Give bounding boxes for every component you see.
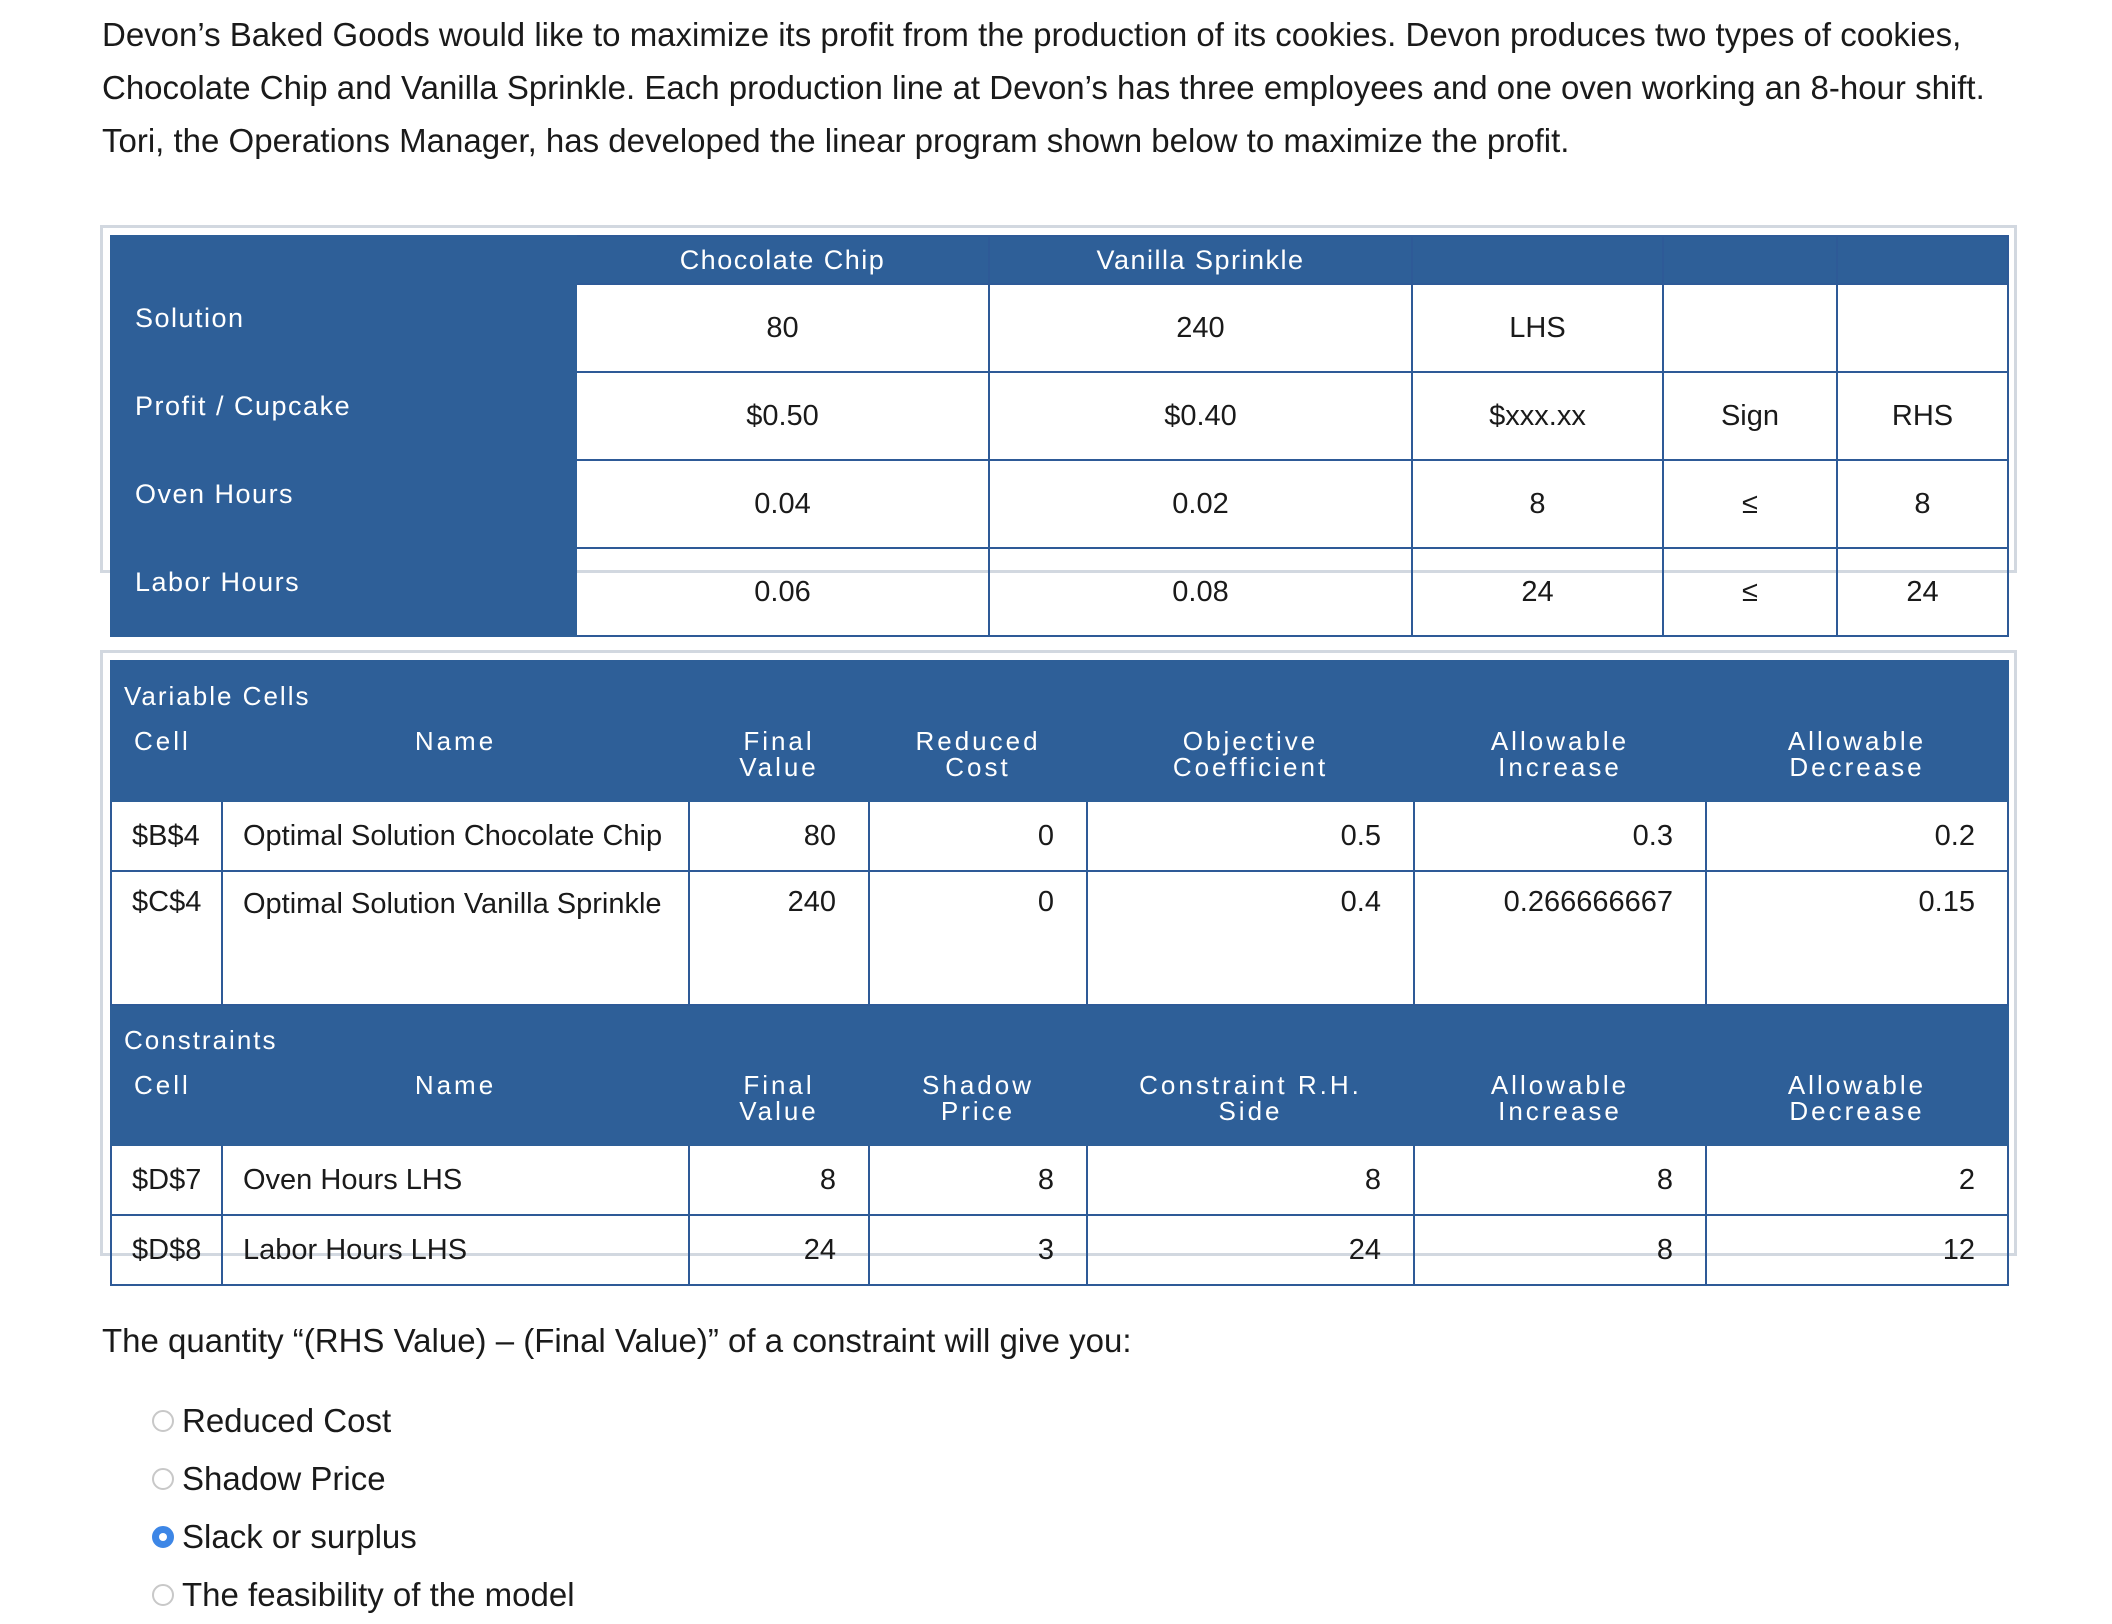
allowable-increase: 0.266666667 — [1414, 871, 1706, 1005]
cell-ref: $D$8 — [111, 1215, 222, 1285]
allowable-decrease: 2 — [1706, 1145, 2008, 1215]
col-reduced-cost: Reduced Cost — [869, 715, 1087, 801]
lp-corner — [111, 236, 576, 284]
col-allowable-decrease: Allowable Decrease — [1706, 715, 2008, 801]
lp-cell: 8 — [1412, 460, 1663, 548]
col-allowable-increase: Allowable Increase — [1414, 715, 1706, 801]
lp-header-empty — [1837, 236, 2008, 284]
radio-button[interactable] — [152, 1468, 174, 1490]
cell-ref: $B$4 — [111, 801, 222, 871]
final-value: 8 — [689, 1145, 869, 1215]
allowable-increase: 8 — [1414, 1215, 1706, 1285]
lp-cell: 0.06 — [576, 548, 989, 636]
option-label: Shadow Price — [182, 1460, 386, 1497]
lp-cell: $xxx.xx — [1412, 372, 1663, 460]
col-cell: Cell — [111, 1059, 222, 1145]
table-row — [111, 871, 2008, 1005]
problem-statement: Devon’s Baked Goods would like to maximize its profit from the production of its cookies. Devon produces two types of cookies, Chocolate Chip and Vanilla Sprinkle. Each production line at Devon’s has three employees and one oven working an 8-hour shift. Tori, the Operations Manager, has developed the linear program shown below to maximize the profit. — [102, 16, 1985, 159]
allowable-decrease: 0.15 — [1706, 871, 2008, 1005]
constraint-rhs: 24 — [1087, 1215, 1414, 1285]
lp-cell: Sign — [1663, 372, 1837, 460]
lp-model-panel — [100, 225, 2017, 608]
table-row — [111, 801, 2008, 871]
lp-cell: 24 — [1837, 548, 2008, 636]
lp-cell: 8 — [1837, 460, 2008, 548]
lp-row-solution — [111, 284, 2008, 372]
cell-ref: $C$4 — [111, 871, 222, 1005]
constraint-rhs: 8 — [1087, 1145, 1414, 1215]
variable-cells-title: Variable Cells — [111, 661, 2008, 715]
option-label: The feasibility of the model — [182, 1576, 575, 1613]
lp-header-chocolate-chip: Chocolate Chip — [576, 236, 989, 284]
option-label: Slack or surplus — [182, 1518, 417, 1555]
option-feasibility[interactable] — [152, 1566, 575, 1624]
answer-options — [152, 1392, 575, 1624]
lp-cell: 80 — [576, 284, 989, 372]
final-value: 24 — [689, 1215, 869, 1285]
radio-button[interactable] — [152, 1584, 174, 1606]
table-row — [111, 1215, 2008, 1285]
constraints-section — [111, 1005, 2008, 1059]
question-text: The quantity “(RHS Value) – (Final Value)” of a constraint will give you: — [102, 1322, 1132, 1359]
cell-name: Optimal Solution Chocolate Chip — [222, 801, 689, 871]
lp-cell: 0.04 — [576, 460, 989, 548]
col-cell: Cell — [111, 715, 222, 801]
lp-cell: RHS — [1837, 372, 2008, 460]
lp-header-empty — [1412, 236, 1663, 284]
lp-row-label: Profit / Cupcake — [111, 372, 576, 460]
allowable-increase: 0.3 — [1414, 801, 1706, 871]
shadow-price: 3 — [869, 1215, 1087, 1285]
col-allowable-increase: Allowable Increase — [1414, 1059, 1706, 1145]
variable-cells-section — [111, 661, 2008, 715]
lp-cell — [1663, 284, 1837, 372]
lp-row-label: Labor Hours — [111, 548, 576, 636]
lp-row-profit — [111, 372, 2008, 460]
cell-ref: $D$7 — [111, 1145, 222, 1215]
variable-header-row — [111, 715, 2008, 801]
col-final-value: Final Value — [689, 715, 869, 801]
constraints-title: Constraints — [111, 1005, 2008, 1059]
lp-cell: $0.40 — [989, 372, 1412, 460]
lp-cell: $0.50 — [576, 372, 989, 460]
lp-cell: 0.08 — [989, 548, 1412, 636]
lp-header-empty — [1663, 236, 1837, 284]
lp-row-oven-hours — [111, 460, 2008, 548]
cell-name: Oven Hours LHS — [222, 1145, 689, 1215]
allowable-increase: 8 — [1414, 1145, 1706, 1215]
allowable-decrease: 0.2 — [1706, 801, 2008, 871]
option-reduced-cost[interactable] — [152, 1392, 575, 1450]
option-label: Reduced Cost — [182, 1402, 392, 1439]
col-allowable-decrease: Allowable Decrease — [1706, 1059, 2008, 1145]
lp-header-row — [111, 236, 2008, 284]
sensitivity-report-table — [110, 660, 2009, 1286]
lp-row-labor-hours — [111, 548, 2008, 636]
lp-header-vanilla-sprinkle: Vanilla Sprinkle — [989, 236, 1412, 284]
final-value: 80 — [689, 801, 869, 871]
objective-coefficient: 0.4 — [1087, 871, 1414, 1005]
lp-cell: 24 — [1412, 548, 1663, 636]
col-final-value: Final Value — [689, 1059, 869, 1145]
sensitivity-report-panel — [100, 650, 2017, 1266]
table-row — [111, 1145, 2008, 1215]
shadow-price: 8 — [869, 1145, 1087, 1215]
radio-button[interactable] — [152, 1410, 174, 1432]
option-shadow-price[interactable] — [152, 1450, 575, 1508]
lp-cell: ≤ — [1663, 548, 1837, 636]
lp-model-table — [110, 235, 2009, 637]
constraint-header-row — [111, 1059, 2008, 1145]
lp-cell: LHS — [1412, 284, 1663, 372]
lp-row-label: Solution — [111, 284, 576, 372]
lp-cell: 0.02 — [989, 460, 1412, 548]
allowable-decrease: 12 — [1706, 1215, 2008, 1285]
reduced-cost: 0 — [869, 801, 1087, 871]
lp-cell: ≤ — [1663, 460, 1837, 548]
cell-name: Labor Hours LHS — [222, 1215, 689, 1285]
lp-cell — [1837, 284, 2008, 372]
cell-name: Optimal Solution Vanilla Sprinkle — [222, 871, 689, 1005]
lp-cell: 240 — [989, 284, 1412, 372]
lp-row-label: Oven Hours — [111, 460, 576, 548]
col-constraint-rhs: Constraint R.H. Side — [1087, 1059, 1414, 1145]
col-shadow-price: Shadow Price — [869, 1059, 1087, 1145]
reduced-cost: 0 — [869, 871, 1087, 1005]
radio-button[interactable] — [152, 1526, 174, 1548]
objective-coefficient: 0.5 — [1087, 801, 1414, 871]
col-objective-coefficient: Objective Coefficient — [1087, 715, 1414, 801]
col-name: Name — [222, 1059, 689, 1145]
col-name: Name — [222, 715, 689, 801]
final-value: 240 — [689, 871, 869, 1005]
option-slack-or-surplus[interactable] — [152, 1508, 575, 1566]
